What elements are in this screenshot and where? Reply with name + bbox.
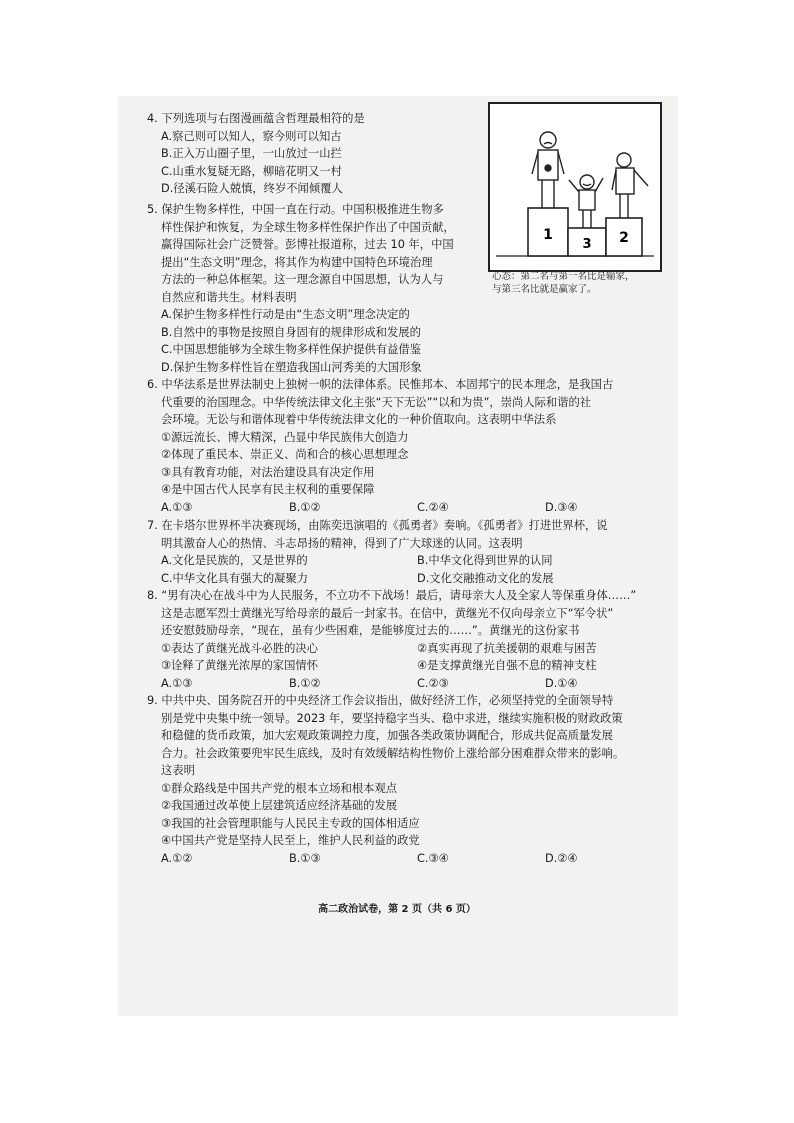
- q4-option-a: A.察己则可以知人，察今则可以知古: [161, 129, 342, 143]
- cartoon-caption-line-2: 与第三名比就是赢家了。: [492, 284, 597, 295]
- q6-choice-d: D.③④: [545, 500, 578, 514]
- q8-line-1: 8. “男有决心在战斗中为人民服务，不立功不下战场！最后，请母亲大人及全家人等保重身体……”: [147, 589, 637, 602]
- q5-line-2: 样性保护和恢复，为全球生物多样性保护作出了中国贡献，: [161, 220, 455, 234]
- q8-statement-1: ①表达了黄继光战斗必胜的决心: [161, 641, 318, 655]
- q9-choice-b: B.①③: [289, 851, 321, 865]
- q9-statement-2: ②我国通过改革使上层建筑适应经济基础的发展: [161, 799, 398, 812]
- podium-label-third: 3: [582, 237, 592, 252]
- q7-options-row-1: [147, 552, 673, 570]
- question-8: [147, 587, 673, 692]
- q8-statement-2: ②真实再现了抗美援朝的艰难与困苦: [417, 641, 597, 655]
- q8-line-2: 这是志愿军烈士黄继光写给母亲的最后一封家书。在信中，黄继光不仅向母亲立下“军令状”: [161, 606, 614, 620]
- q9-choice-c: C.③④: [417, 851, 449, 865]
- q6-statement-4: ④是中国古代人民享有民主权利的重要保障: [161, 483, 375, 496]
- second-place-figure: [612, 153, 648, 218]
- q5-option-d: D.保护生物多样性旨在塑造我国山河秀美的大国形象: [161, 360, 422, 374]
- q6-statement-1: ①源远流长、博大精深，凸显中华民族伟大创造力: [161, 430, 409, 444]
- cartoon-caption: [492, 270, 662, 296]
- q9-choices: [147, 850, 673, 868]
- q7-option-c: C.中华文化具有强大的凝聚力: [161, 571, 309, 585]
- q6-statement-3: ③具有教育功能，对法治建设具有决定作用: [161, 465, 375, 479]
- question-7: [147, 517, 673, 587]
- q5-line-6: 自然应和谐共生。材料表明: [161, 290, 297, 304]
- q9-line-3: 和稳健的货币政策，加大宏观政策调控力度，加强各类政策协调配合，形成共促高质量发展: [161, 729, 613, 742]
- third-place-figure: [569, 175, 603, 228]
- q9-line-4: 合力。社会政策要兜牢民生底线，及时有效缓解结构性物价上涨给部分困难群众带来的影响。: [161, 746, 625, 760]
- q8-choice-a: A.①③: [161, 676, 193, 690]
- q4-option-d: D.径溪石险人兢慎，终岁不闻倾覆人: [161, 182, 343, 195]
- q9-statement-1: ①群众路线是中国共产党的根本立场和根本观点: [161, 781, 398, 795]
- q9-line-5: 这表明: [161, 764, 195, 777]
- q8-choices: [147, 675, 673, 693]
- q8-line-3: 还安慰鼓励母亲，“现在，虽有少些困难，是能够度过去的……”。黄继光的这份家书: [161, 624, 580, 637]
- question-5: [147, 201, 455, 376]
- q8-statements-row-2: [147, 657, 673, 675]
- podium-label-second: 2: [619, 230, 629, 246]
- q7-options-row-2: [147, 570, 673, 588]
- q9-choice-d: D.②④: [545, 851, 578, 865]
- q6-choices: [147, 499, 673, 517]
- q7-option-b: B.中华文化得到世界的认同: [417, 554, 553, 567]
- cartoon-caption-line-1: 心态：第二名与第一名比是输家，: [492, 271, 635, 282]
- q6-choice-c: C.②④: [417, 500, 449, 514]
- q8-choice-c: C.②③: [417, 676, 449, 690]
- q5-option-b: B.自然中的事物是按照自身固有的规律形成和发展的: [161, 325, 421, 339]
- q9-choice-a: A.①②: [161, 851, 193, 865]
- page-footer: 高二政治试卷，第 2 页（共 6 页）: [318, 904, 476, 915]
- q5-line-3: 赢得国际社会广泛赞誉。彭博社报道称，过去 10 年，中国: [161, 238, 454, 251]
- q4-option-b: B.正入万山圈子里，一山放过一山拦: [161, 147, 342, 160]
- q6-line-3: 会环境。无讼与和谐体现着中华传统法律文化的一种价值取向。这表明中华法系: [161, 413, 557, 426]
- q5-line-1: 5. 保护生物多样性，中国一直在行动。中国积极推进生物多: [147, 203, 444, 216]
- q7-line-2: 明其激奋人心的热情、斗志昂扬的精神，得到了广大球迷的认同。这表明: [161, 536, 523, 550]
- question-4: [147, 110, 365, 198]
- q9-statement-3: ③我国的社会管理职能与人民民主专政的国体相适应: [161, 816, 420, 830]
- q8-statement-3: ③诠释了黄继光浓厚的家国情怀: [161, 659, 318, 672]
- podium-label-first: 1: [543, 227, 553, 243]
- q8-choice-b: B.①②: [289, 676, 321, 690]
- q6-choice-a: A.①③: [161, 500, 193, 514]
- q6-choice-b: B.①②: [289, 500, 321, 514]
- q5-line-4: 提出“生态文明”理念，将其作为构建中国特色环境治理: [161, 255, 433, 269]
- question-9: [147, 692, 673, 867]
- q6-line-1: 6. 中华法系是世界法制史上独树一帜的法律体系。民惟邦本、本固邦宁的民本理念，是我国古: [147, 378, 614, 391]
- q5-line-5: 方法的一种总体框架。这一理念源自中国思想，认为人与: [161, 273, 444, 286]
- q9-line-2: 别是党中央集中统一领导。2023 年，要坚持稳字当头、稳中求进，继续实施积极的财政政策: [161, 711, 623, 725]
- q4-option-c: C.山重水复疑无路，柳暗花明又一村: [161, 164, 342, 178]
- question-4-stem: 4. 下列选项与右图漫画蕴含哲理最相符的是: [147, 112, 365, 125]
- question-6: [147, 376, 673, 516]
- q9-line-1: 9. 中共中央、国务院召开的中央经济工作会议指出，做好经济工作，必须坚持党的全面领导特: [147, 694, 614, 707]
- podium-cartoon: [488, 102, 662, 272]
- q9-statement-4: ④中国共产党是坚持人民至上，维护人民利益的政党: [161, 834, 420, 847]
- podium-cartoon-drawing: [490, 104, 660, 270]
- q5-option-a: A.保护生物多样性行动是由“生态文明”理念决定的: [161, 308, 410, 321]
- q6-statement-2: ②体现了重民本、崇正义、尚和合的核心思想理念: [161, 448, 409, 461]
- q5-option-c: C.中国思想能够为全球生物多样性保护提供有益借鉴: [161, 343, 422, 356]
- q6-line-2: 代重要的治国理念。中华传统法律文化主张“天下无讼”“以和为贵”，崇尚人际和谐的社: [161, 395, 592, 409]
- q7-line-1: 7. 在卡塔尔世界杯半决赛现场，由陈奕迅演唱的《孤勇者》奏响。《孤勇者》打进世界杯，说: [147, 519, 608, 532]
- first-place-figure: [532, 132, 564, 208]
- q8-statements-row-1: [147, 640, 673, 658]
- q8-statement-4: ④是支撑黄继光自强不息的精神支柱: [417, 659, 597, 672]
- q8-choice-d: D.①④: [545, 676, 578, 690]
- q7-option-a: A.文化是民族的，又是世界的: [161, 554, 308, 567]
- q7-option-d: D.文化交融推动文化的发展: [417, 571, 554, 585]
